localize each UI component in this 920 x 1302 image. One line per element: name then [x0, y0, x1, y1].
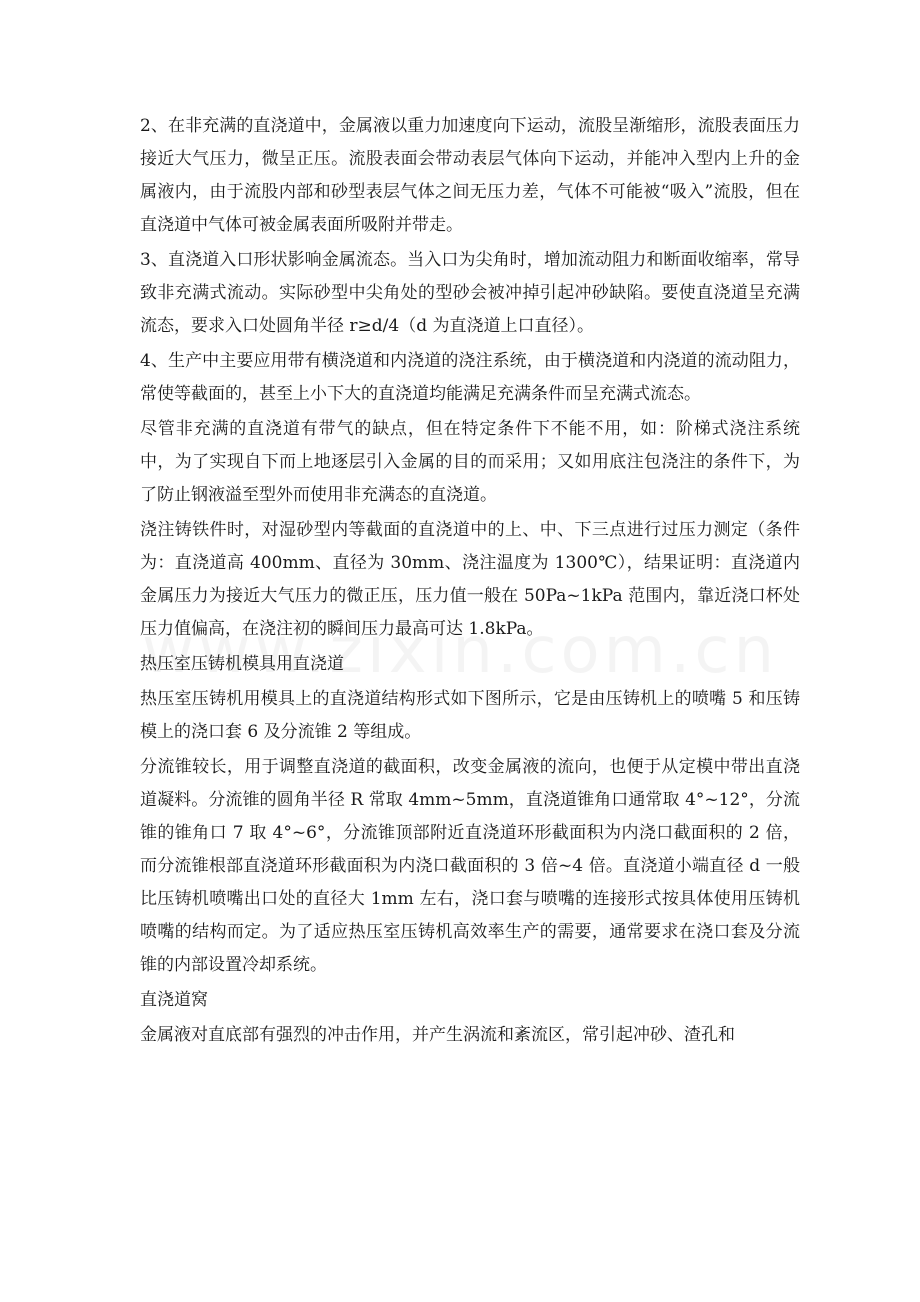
paragraph-non-full-sprue: 尽管非充满的直浇道有带气的缺点，但在特定条件下不能不用，如：阶梯式浇注系统中，为了实现自下而上地逐层引入金属的目的而采用；又如用底注包浇注的条件下，为了防止钢液溢至型外而使用非充满态的直浇道。 [140, 419, 800, 505]
paragraph-pressure-test: 浇注铸铁件时，对湿砂型内等截面的直浇道中的上、中、下三点进行过压力测定（条件为：直浇道高 400mm、直径为 30mm、浇注温度为 1300℃），结果证明：直浇道内金属压力为接近大气压力的微正压，压力值一般在 50Pa~1kPa 范围内，靠近浇口杯处压力值偏高，在浇注初的瞬间压力最高可达 1.8kPa。 [140, 520, 800, 639]
paragraph-sprue-well: 金属液对直底部有强烈的冲击作用，并产生涡流和紊流区，常引起冲砂、渣孔和 [140, 1025, 735, 1045]
paragraph-3: 3、直浇道入口形状影响金属流态。当入口为尖角时，增加流动阻力和断面收缩率，常导致非充满式流动。实际砂型中尖角处的型砂会被冲掉引起冲砂缺陷。要使直浇道呈充满流态，要求入口处圆角半径 r≥d/4（d 为直浇道上口直径）。 [140, 250, 800, 336]
paragraph-spreader-cone: 分流锥较长，用于调整直浇道的截面积，改变金属液的流向，也便于从定模中带出直浇道凝料。分流锥的圆角半径 R 常取 4mm~5mm，直浇道锥角口通常取 4°~12°，分流锥的锥角口 7 取 4°~6°，分流锥顶部附近直浇道环形截面积为内浇口截面积的 2 倍，而分流锥根部直浇道环形截面积为内浇口截面积的 3 倍~4 倍。直浇道小端直径 d 一般比压铸机喷嘴出口处的直径大 1mm 左右，浇口套与喷嘴的连接形式按具体使用压铸机喷嘴的结构而定。为了适应热压室压铸机高效率生产的需要，通常要求在浇口套及分流锥的内部设置冷却系统。 [140, 757, 800, 975]
heading-sprue-well: 直浇道窝 [140, 990, 208, 1010]
paragraph-4: 4、生产中主要应用带有横浇道和内浇道的浇注系统，由于横浇道和内浇道的流动阻力，常使等截面的，甚至上小下大的直浇道均能满足充满条件而呈充满式流态。 [140, 351, 800, 404]
paragraph-hot-chamber-structure: 热压室压铸机用模具上的直浇道结构形式如下图所示，它是由压铸机上的喷嘴 5 和压铸模上的浇口套 6 及分流锥 2 等组成。 [140, 689, 800, 742]
document-body [140, 110, 800, 1054]
paragraph-2: 2、在非充满的直浇道中，金属液以重力加速度向下运动，流股呈渐缩形，流股表面压力接近大气压力，微呈正压。流股表面会带动表层气体向下运动，并能冲入型内上升的金属液内，由于流股内部和砂型表层气体之间无压力差，气体不可能被“吸入”流股，但在直浇道中气体可被金属表面所吸附并带走。 [140, 116, 800, 235]
heading-hot-chamber-sprue: 热压室压铸机模具用直浇道 [140, 654, 344, 674]
